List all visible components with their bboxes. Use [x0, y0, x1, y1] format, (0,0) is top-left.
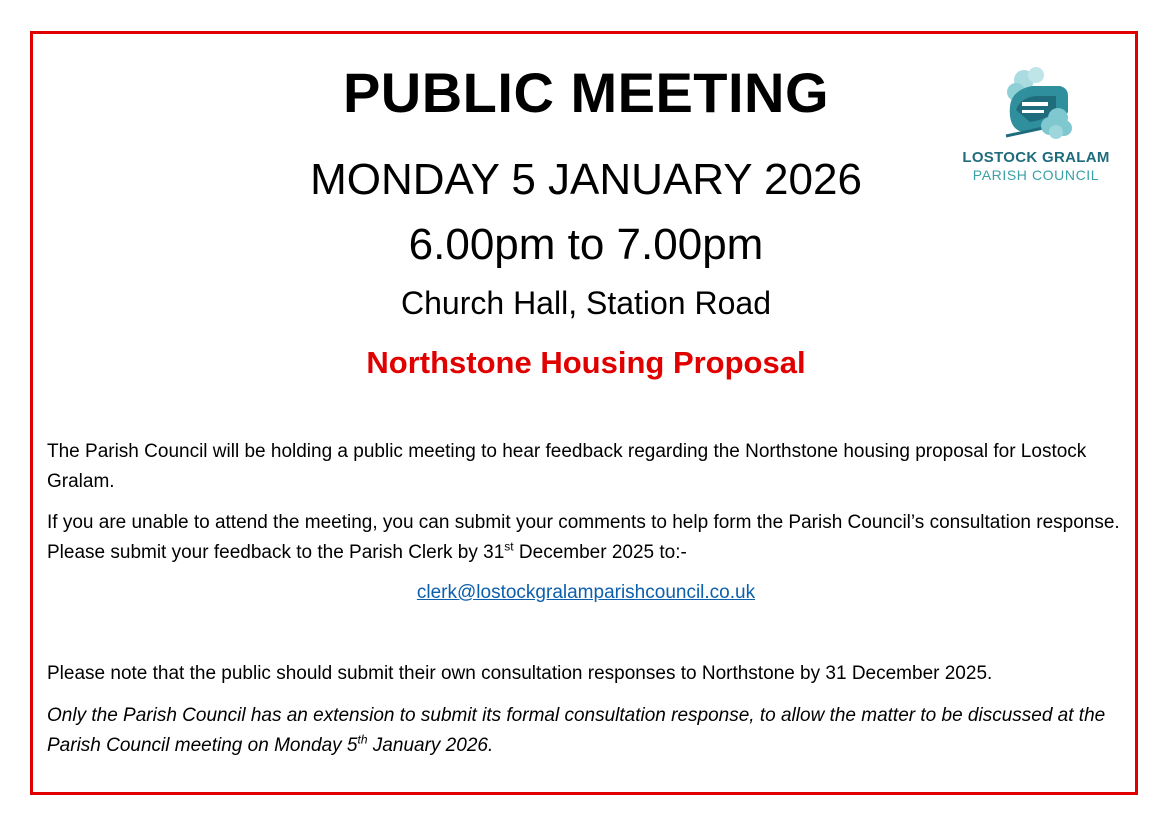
public-note-paragraph: Please note that the public should submit their own consultation responses to Northstone by 31 December 2025. — [47, 663, 993, 684]
ordinal-suffix: th — [357, 732, 368, 747]
ordinal-suffix: st — [504, 539, 514, 554]
meeting-time: 6.00pm to 7.00pm — [408, 220, 764, 269]
extension-text: Only the Parish Council has an extension to submit its formal consultation response, to allow the matter to be discussed at the Parish Council meeting on Monday 5 — [47, 705, 1106, 756]
lostock-gralam-emblem-icon — [1002, 66, 1074, 146]
extension-note-paragraph — [47, 701, 1132, 761]
submission-text-end: December 2025 to:- — [513, 542, 687, 563]
meeting-date: MONDAY 5 JANUARY 2026 — [310, 155, 862, 204]
parish-council-logo — [958, 66, 1114, 186]
extension-text-end: January 2026. — [367, 735, 494, 756]
meeting-venue: Church Hall, Station Road — [401, 285, 771, 321]
email-line — [0, 578, 1160, 608]
meeting-topic: Northstone Housing Proposal — [366, 345, 806, 380]
intro-paragraph: The Parish Council will be holding a public meeting to hear feedback regarding the Northstone housing proposal for Lostock Gralam. — [47, 441, 1087, 492]
logo-line-1: LOSTOCK GRALAM — [962, 149, 1110, 166]
submission-text: If you are unable to attend the meeting, you can submit your comments to help form the Parish Council’s consultation response. Please submit your feedback to the Parish Clerk by 31 — [47, 512, 1120, 563]
submission-paragraph — [47, 508, 1132, 568]
logo-line-2: PARISH COUNCIL — [972, 167, 1100, 183]
clerk-email-link[interactable]: clerk@lostockgralamparishcouncil.co.uk — [416, 582, 756, 603]
page-title: PUBLIC MEETING — [342, 61, 830, 124]
